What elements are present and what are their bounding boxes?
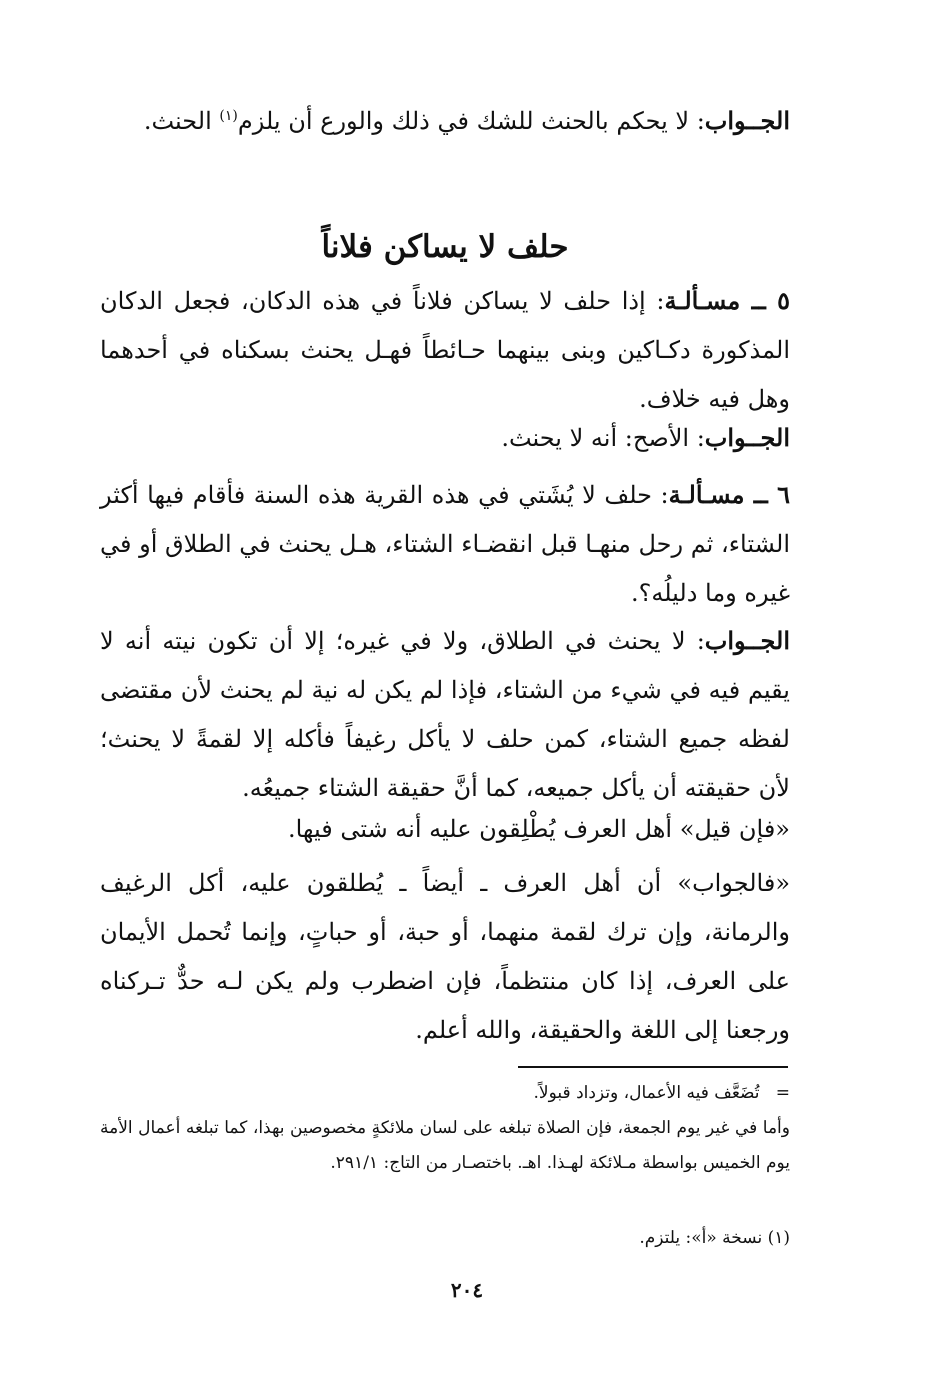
question-6: [100, 470, 790, 618]
answer-text-tail: الحنث.: [143, 107, 220, 135]
answer-5-text: : الأصح: أنه لا يحنث.: [501, 424, 705, 452]
continuation-text: تُضَعَّف فيه الأعمال، وتزداد قبولاً.: [533, 1083, 760, 1103]
footnote-continuation-paragraph: وأما في غير يوم الجمعة، فإن الصلاة تبلغه على لسان ملائكةٍ مخصوصين بهذا، كما تبلغه أعمال الأمة يوم الخميس بواسطة مـلائكة لهـذا. اهـ. باختصـار من التاج: ٢٩١/١.: [100, 1118, 790, 1173]
question-5-text: : إذا حلف لا يساكن فلاناً في هذه الدكان، فجعل الدكان المذكورة دكـاكين وبنى بينهما حـائطاً فهـل يحنث بسكناه في أحدهما وهل فيه خلاف.: [100, 287, 790, 413]
question-6-text: : حلف لا يُشَتي في هذه القرية هذه السنة فأقام فيها أكثر الشتاء، ثم رحل منهـا قبل انقضـاء الشتاء، هـل يحنث في الطلاق أو في غيره وما دليلُه؟.: [100, 481, 790, 607]
question-5-label: ٥ ــ مسـألـة: [664, 286, 790, 315]
continuation-marker: =: [775, 1083, 790, 1103]
answer-text: : لا يحكم بالحنث للشك في ذلك والورع أن يلزم: [237, 107, 705, 135]
question-6-label: ٦ ــ مسـألـة: [668, 480, 791, 509]
page-number: ٢٠٤: [450, 1278, 484, 1302]
answer-6-text: : لا يحنث في الطلاق، ولا في غيره؛ إلا أن تكون نيته أنه لا يقيم فيه في شيء من الشتاء، فإذا لم يكن له نية لم يحنث لأن مقتضى لفظه جميع الشتاء، كمن حلف لا يأكل رغيفاً فأكله إلا لقمةً لا يحنث؛ لأن حقيقته أن يأكل جميعه، كما أنَّ حقيقة الشتاء جميعُه.: [100, 627, 790, 802]
answer-6-label: الجــواب: [704, 626, 790, 655]
answer-paragraph-intro: [100, 96, 790, 146]
footnote-ref: (١): [219, 108, 238, 124]
answer-6: [100, 616, 790, 813]
objection-paragraph: «فإن قيل» أهل العرف يُطْلِقون عليه أنه شتى فيها.: [287, 815, 790, 843]
footnote-separator: [518, 1066, 788, 1068]
footnote-1: (١) نسخة «أ»: يلتزم.: [639, 1228, 790, 1248]
reply-paragraph: «فالجواب» أن أهل العرف ـ أيضاً ـ يُطلقون عليه، أكل الرغيف والرمانة، وإن ترك لقمة منهما، أو حبة، أو حباتٍ، وإنما تُحمل الأيمان على العرف، إذا كان منتظماً، فإن اضطرب ولم يكن لـه حدٌّ تـركناه ورجعنا إلى اللغة والحقيقة، والله أعلم.: [100, 869, 791, 1044]
answer-5: [100, 413, 790, 463]
answer-5-label: الجــواب: [704, 423, 790, 452]
footnote-continuation-line: [100, 1076, 790, 1111]
answer-label: الجــواب: [704, 106, 790, 135]
question-5: [100, 276, 790, 424]
section-heading: حلف لا يساكن فلاناً: [321, 229, 569, 265]
